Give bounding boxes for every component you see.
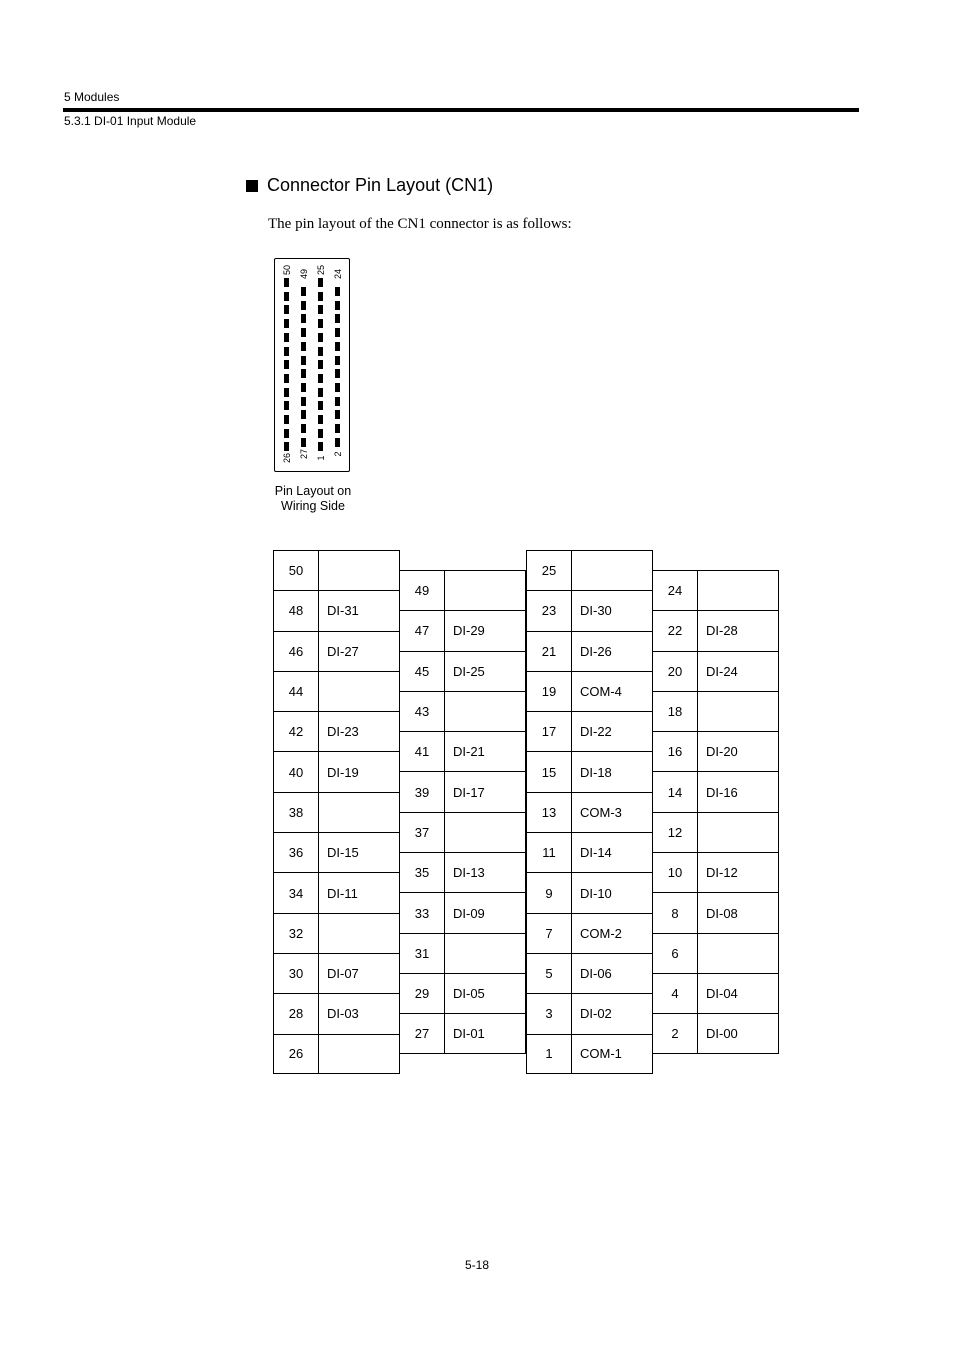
pin-signal: DI-19 — [327, 764, 359, 780]
pin-number: 37 — [400, 813, 445, 852]
pin-row — [527, 590, 653, 630]
pin-signal: COM-1 — [580, 1046, 622, 1062]
pin-signal — [319, 551, 399, 590]
connector-bottom-label: 26 — [282, 453, 292, 464]
pin-number: 40 — [274, 752, 319, 791]
pin-row — [400, 1013, 526, 1053]
pin-number: 42 — [274, 712, 319, 751]
pin-number: 17 — [527, 712, 572, 751]
pin-row — [274, 550, 400, 590]
pin-signal — [698, 692, 778, 731]
connector-pin — [284, 360, 289, 369]
pin-row — [527, 993, 653, 1033]
pin-row — [274, 913, 400, 953]
pin-number: 45 — [400, 652, 445, 691]
pin-number: 49 — [400, 571, 445, 610]
pin-row — [400, 973, 526, 1013]
connector-top-label: 49 — [299, 269, 309, 280]
pin-row — [527, 913, 653, 953]
pin-signal: DI-29 — [453, 623, 485, 639]
connector-pin — [335, 287, 340, 296]
pin-signal: DI-12 — [706, 865, 738, 881]
pin-table-2 — [399, 570, 526, 1054]
connector-pin — [318, 374, 323, 383]
pin-signal: DI-02 — [580, 1006, 612, 1022]
pin-row — [527, 832, 653, 872]
connector-pin — [284, 292, 289, 301]
connector-pin — [301, 301, 306, 310]
connector-bottom-label: 27 — [299, 449, 309, 460]
pin-row — [527, 792, 653, 832]
connector-pin — [301, 342, 306, 351]
pin-row — [653, 1013, 779, 1053]
pin-number: 30 — [274, 954, 319, 993]
section-heading — [246, 175, 493, 196]
pin-signal — [319, 672, 399, 711]
pin-row — [274, 1034, 400, 1074]
connector-top-label: 50 — [282, 265, 292, 276]
connector-caption — [264, 484, 362, 514]
pin-row — [400, 731, 526, 771]
connector-pin — [318, 319, 323, 328]
pin-signal: DI-27 — [327, 643, 359, 659]
pin-signal: DI-20 — [706, 744, 738, 760]
pin-signal: DI-22 — [580, 724, 612, 740]
pin-number: 41 — [400, 732, 445, 771]
pin-signal: DI-30 — [580, 603, 612, 619]
pin-row — [653, 570, 779, 610]
pin-signal: DI-10 — [580, 885, 612, 901]
connector-pin — [318, 360, 323, 369]
pin-number: 11 — [527, 833, 572, 872]
connector-pin — [318, 278, 323, 287]
pin-number: 35 — [400, 853, 445, 892]
chapter-header: 5 Modules — [64, 90, 120, 104]
pin-signal: COM-2 — [580, 925, 622, 941]
pin-row — [274, 832, 400, 872]
pin-signal — [445, 813, 525, 852]
pin-number: 24 — [653, 571, 698, 610]
connector-pin — [301, 410, 306, 419]
pin-row — [274, 993, 400, 1033]
pin-row — [527, 550, 653, 590]
pin-row — [653, 771, 779, 811]
connector-pin — [318, 292, 323, 301]
pin-number: 18 — [653, 692, 698, 731]
connector-bottom-label: 2 — [333, 451, 343, 457]
connector-pin — [301, 328, 306, 337]
pin-number: 32 — [274, 914, 319, 953]
pin-signal: DI-08 — [706, 905, 738, 921]
connector-pin — [301, 369, 306, 378]
pin-signal: COM-4 — [580, 684, 622, 700]
pin-number: 21 — [527, 632, 572, 671]
pin-number: 46 — [274, 632, 319, 671]
pin-signal — [319, 1035, 399, 1073]
pin-number: 9 — [527, 873, 572, 912]
connector-pin — [284, 374, 289, 383]
pin-signal: DI-25 — [453, 663, 485, 679]
pin-signal: DI-31 — [327, 603, 359, 619]
pin-signal: DI-07 — [327, 966, 359, 982]
pin-number: 31 — [400, 934, 445, 973]
pin-row — [653, 812, 779, 852]
pin-number: 2 — [653, 1014, 698, 1052]
connector-pin — [318, 305, 323, 314]
connector-pin — [284, 429, 289, 438]
connector-pin — [318, 333, 323, 342]
connector-top-label: 25 — [316, 265, 326, 276]
pin-row — [400, 691, 526, 731]
pin-row — [274, 751, 400, 791]
pin-number: 26 — [274, 1035, 319, 1073]
pin-signal: DI-18 — [580, 764, 612, 780]
pin-number: 48 — [274, 591, 319, 630]
pin-row — [274, 671, 400, 711]
pin-signal: DI-00 — [706, 1025, 738, 1041]
connector-bottom-label: 1 — [316, 455, 326, 461]
pin-number: 50 — [274, 551, 319, 590]
pin-number: 25 — [527, 551, 572, 590]
pin-signal: DI-24 — [706, 663, 738, 679]
connector-diagram — [274, 258, 350, 472]
pin-number: 27 — [400, 1014, 445, 1052]
connector-pin — [318, 388, 323, 397]
connector-pin — [318, 442, 323, 451]
connector-pin — [335, 410, 340, 419]
pin-number: 6 — [653, 934, 698, 973]
section-header: 5.3.1 DI-01 Input Module — [64, 114, 197, 128]
pin-row — [274, 711, 400, 751]
pin-number: 3 — [527, 994, 572, 1033]
pin-signal — [319, 793, 399, 832]
pin-signal: DI-09 — [453, 905, 485, 921]
pin-row — [400, 610, 526, 650]
connector-pin — [284, 319, 289, 328]
pin-row — [527, 711, 653, 751]
connector-pin — [335, 314, 340, 323]
pin-row — [274, 590, 400, 630]
connector-pin — [318, 401, 323, 410]
caption-line: Pin Layout on — [274, 484, 352, 498]
page-number: 5-18 — [464, 1258, 490, 1272]
pin-number: 28 — [274, 994, 319, 1033]
pin-number: 43 — [400, 692, 445, 731]
pin-signal: DI-01 — [453, 1025, 485, 1041]
pin-signal — [445, 692, 525, 731]
pin-signal: DI-23 — [327, 724, 359, 740]
pin-number: 44 — [274, 672, 319, 711]
pin-signal — [445, 934, 525, 973]
pin-row — [400, 852, 526, 892]
pin-signal: DI-17 — [453, 784, 485, 800]
connector-pin — [335, 438, 340, 447]
connector-pin — [284, 415, 289, 424]
pin-row — [274, 953, 400, 993]
square-bullet-icon — [246, 180, 258, 192]
pin-table-4 — [652, 570, 779, 1054]
pin-number: 13 — [527, 793, 572, 832]
pin-table-3 — [526, 550, 653, 1074]
pin-number: 12 — [653, 813, 698, 852]
pin-signal: DI-06 — [580, 966, 612, 982]
connector-pin — [284, 388, 289, 397]
caption-line: Wiring Side — [281, 499, 345, 513]
pin-row — [400, 933, 526, 973]
pin-row — [527, 751, 653, 791]
pin-row — [400, 570, 526, 610]
connector-pin — [335, 383, 340, 392]
pin-row — [653, 973, 779, 1013]
connector-pin — [301, 314, 306, 323]
pin-number: 7 — [527, 914, 572, 953]
pin-row — [527, 671, 653, 711]
pin-number: 4 — [653, 974, 698, 1013]
pin-signal: DI-21 — [453, 744, 485, 760]
pin-row — [653, 933, 779, 973]
pin-number: 19 — [527, 672, 572, 711]
pin-number: 47 — [400, 611, 445, 650]
pin-number: 36 — [274, 833, 319, 872]
pin-signal: DI-03 — [327, 1006, 359, 1022]
pin-table-1 — [273, 550, 400, 1074]
pin-signal: DI-16 — [706, 784, 738, 800]
pin-signal: DI-15 — [327, 845, 359, 861]
pin-signal — [572, 551, 652, 590]
pin-number: 38 — [274, 793, 319, 832]
pin-number: 14 — [653, 772, 698, 811]
connector-pin — [284, 333, 289, 342]
pin-signal: DI-26 — [580, 643, 612, 659]
pin-signal: DI-05 — [453, 986, 485, 1002]
connector-pin — [335, 369, 340, 378]
connector-pin — [301, 438, 306, 447]
pin-row — [653, 892, 779, 932]
pin-number: 5 — [527, 954, 572, 993]
pin-signal: DI-13 — [453, 865, 485, 881]
connector-top-label: 24 — [333, 269, 343, 280]
connector-pin — [284, 305, 289, 314]
section-title: Connector Pin Layout (CN1) — [267, 175, 494, 195]
pin-row — [653, 852, 779, 892]
pin-row — [400, 812, 526, 852]
pin-row — [653, 651, 779, 691]
connector-pin — [335, 301, 340, 310]
connector-pin — [318, 415, 323, 424]
connector-pin — [284, 401, 289, 410]
pin-row — [653, 610, 779, 650]
pin-row — [527, 872, 653, 912]
connector-pin — [318, 429, 323, 438]
connector-pin — [335, 397, 340, 406]
pin-signal — [445, 571, 525, 610]
pin-row — [274, 631, 400, 671]
pin-row — [274, 872, 400, 912]
pin-number: 33 — [400, 893, 445, 932]
pin-row — [400, 892, 526, 932]
connector-pin — [335, 328, 340, 337]
pin-signal: COM-3 — [580, 804, 622, 820]
pin-signal — [698, 571, 778, 610]
connector-pin — [335, 342, 340, 351]
connector-pin — [284, 347, 289, 356]
connector-pin — [335, 424, 340, 433]
pin-row — [653, 691, 779, 731]
connector-pin — [284, 278, 289, 287]
pin-number: 23 — [527, 591, 572, 630]
connector-pin — [301, 383, 306, 392]
pin-number: 8 — [653, 893, 698, 932]
connector-pin — [301, 287, 306, 296]
pin-signal — [698, 813, 778, 852]
pin-row — [653, 731, 779, 771]
pin-signal: DI-28 — [706, 623, 738, 639]
pin-row — [527, 631, 653, 671]
pin-row — [527, 953, 653, 993]
pin-row — [400, 651, 526, 691]
pin-row — [527, 1034, 653, 1074]
pin-number: 29 — [400, 974, 445, 1013]
connector-pin — [335, 356, 340, 365]
pin-number: 22 — [653, 611, 698, 650]
pin-number: 20 — [653, 652, 698, 691]
pin-signal: DI-11 — [327, 885, 358, 901]
pin-number: 39 — [400, 772, 445, 811]
pin-signal — [698, 934, 778, 973]
pin-signal: DI-14 — [580, 845, 612, 861]
connector-pin — [318, 347, 323, 356]
connector-pin — [301, 424, 306, 433]
pin-row — [400, 771, 526, 811]
connector-pin — [301, 356, 306, 365]
pin-number: 16 — [653, 732, 698, 771]
connector-pin — [301, 397, 306, 406]
pin-number: 34 — [274, 873, 319, 912]
pin-number: 1 — [527, 1035, 572, 1073]
connector-pin — [284, 442, 289, 451]
header-rule — [63, 108, 859, 112]
intro-text: The pin layout of the CN1 connector is as follows: — [268, 216, 572, 232]
pin-signal: DI-04 — [706, 986, 738, 1002]
pin-signal — [319, 914, 399, 953]
pin-number: 10 — [653, 853, 698, 892]
pin-row — [274, 792, 400, 832]
pin-number: 15 — [527, 752, 572, 791]
